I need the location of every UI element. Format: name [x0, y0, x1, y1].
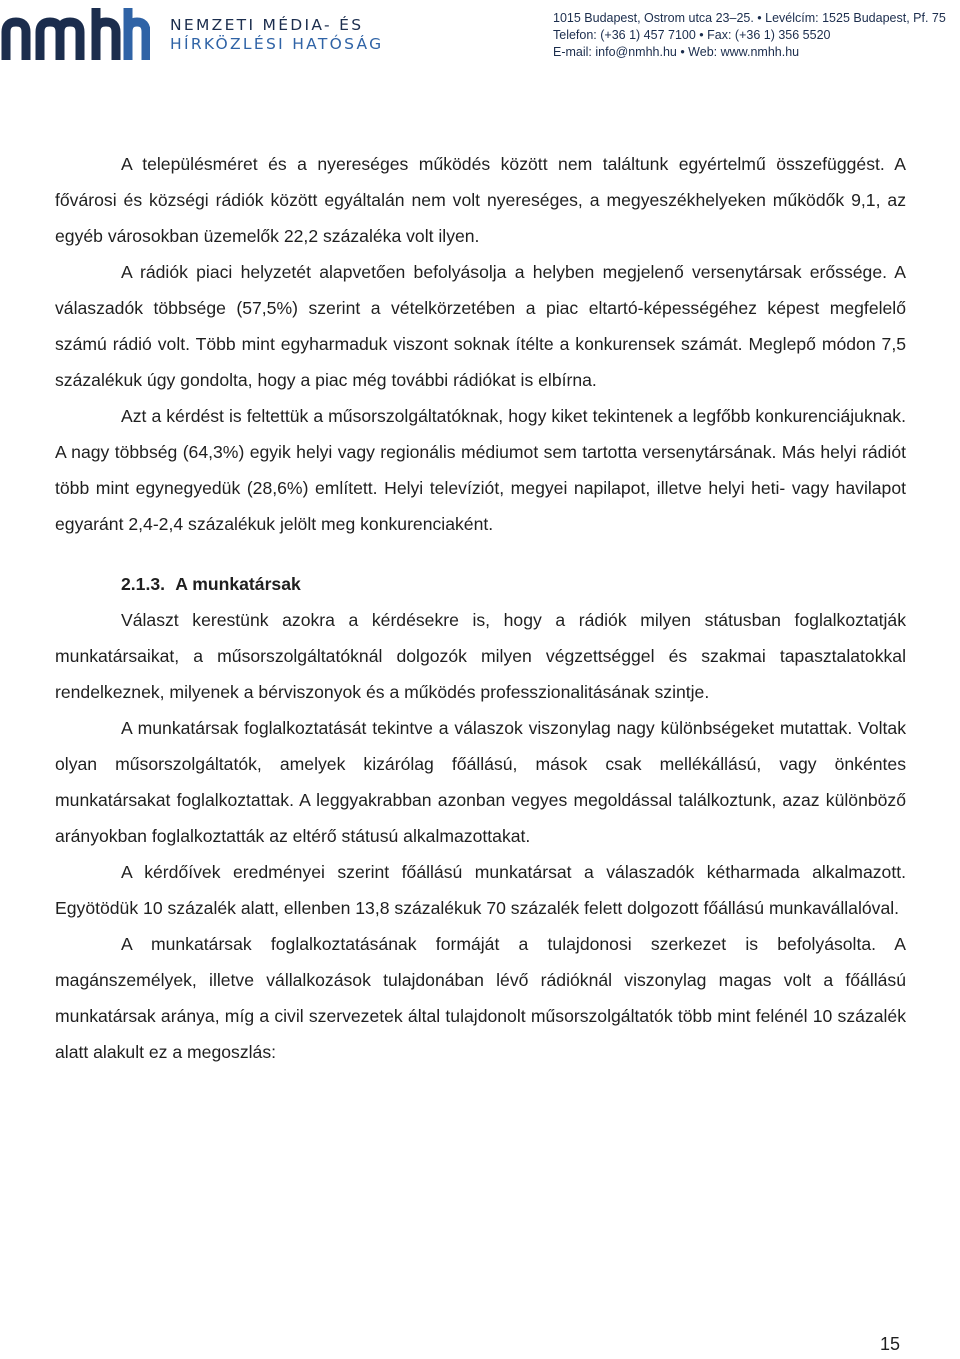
section-heading [55, 566, 906, 602]
letterhead [0, 0, 960, 80]
contact-email: E-mail: info@nmhh.hu • Web: www.nmhh.hu [553, 45, 800, 59]
contact-address: 1015 Budapest, Ostrom utca 23–25. • Levélcím: 1525 Budapest, Pf. 75 [553, 11, 946, 25]
paragraph: Azt a kérdést is feltettük a műsorszolgáltatóknak, hogy kiket tekintenek a legfőbb konkurenciájuknak. A nagy többség (64,3%) egyik helyi vagy regionális médiumot sem tartotta versenytársának. Más helyi rádiót több mint egynegyedük (28,6%) említett. Helyi televíziót, megyei napilapot, illetve helyi heti- vagy havilapot egyaránt 2,4-2,4 százalékuk jelölt meg konkurenciaként. [55, 406, 906, 534]
paragraph: A munkatársak foglalkoztatását tekintve a válaszok viszonylag nagy különbségeket mutattak. Voltak olyan műsorszolgáltatók, amelyek kizárólag főállású, mások csak mellékállású, vagy önkéntes munkatársakat foglalkoztattak. A leggyakrabban azonban vegyes megoldással találkoztunk, azaz különböző arányokban foglalkoztatták az eltérő státusú alkalmazottakat. [55, 718, 906, 846]
paragraph: Választ kerestünk azokra a kérdésekre is, hogy a rádiók milyen státusban foglalkoztatják munkatársaikat, a műsorszolgáltatóknál dolgozók milyen végzettséggel és szakmai tapasztalatokkal rendelkeznek, milyenek a bérviszonyok és a működés professzionalitásának szintje. [55, 610, 906, 702]
org-name-line2: HÍRKÖZLÉSI HATÓSÁG [170, 35, 384, 53]
paragraph: A településméret és a nyereséges működés között nem találtunk egyértelmű összefüggést. A fővárosi és községi rádiók között egyáltalán nem volt nyereséges, a megyeszékhelyeken működők 9,1, az egyéb városokban üzemelők 22,2 százaléka volt ilyen. [55, 154, 906, 246]
contact-info [553, 10, 946, 61]
section-title: A munkatársak [175, 574, 301, 594]
paragraph: A rádiók piaci helyzetét alapvetően befolyásolja a helyben megjelenő versenytársak erőssége. A válaszadók többsége (57,5%) szerint a vételkörzetében a piac eltartó-képességéhez képest megfelelő számú rádió volt. Több mint egyharmaduk viszont soknak ítélte a konkurensek számát. Meglepő módon 7,5 százalékuk úgy gondolta, hogy a piac még további rádiókat is elbírna. [55, 262, 906, 390]
document-body [55, 146, 906, 1070]
nmhh-logo [0, 2, 150, 66]
paragraph: A kérdőívek eredményei szerint főállású munkatársat a válaszadók kétharmada alkalmazott. Egyötödük 10 százalék alatt, ellenben 13,8 százalékuk 70 százalék felett dolgozott főállású munkavállalóval. [55, 862, 906, 918]
organization-name [170, 16, 384, 54]
section-number: 2.1.3. [121, 574, 166, 594]
contact-phone: Telefon: (+36 1) 457 7100 • Fax: (+36 1) 356 5520 [553, 28, 831, 42]
org-name-line1: NEMZETI MÉDIA- ÉS [170, 16, 364, 34]
paragraph: A munkatársak foglalkoztatásának formáját a tulajdonosi szerkezet is befolyásolta. A magánszemélyek, illetve vállalkozások tulajdonában lévő rádióknál viszonylag magas volt a főállású munkatársak aránya, míg a civil szervezetek által tulajdonolt műsorszolgáltatók több mint felénél 10 százalék alatt alakult ez a megoszlás: [55, 934, 906, 1062]
page-number: 15 [880, 1334, 901, 1354]
